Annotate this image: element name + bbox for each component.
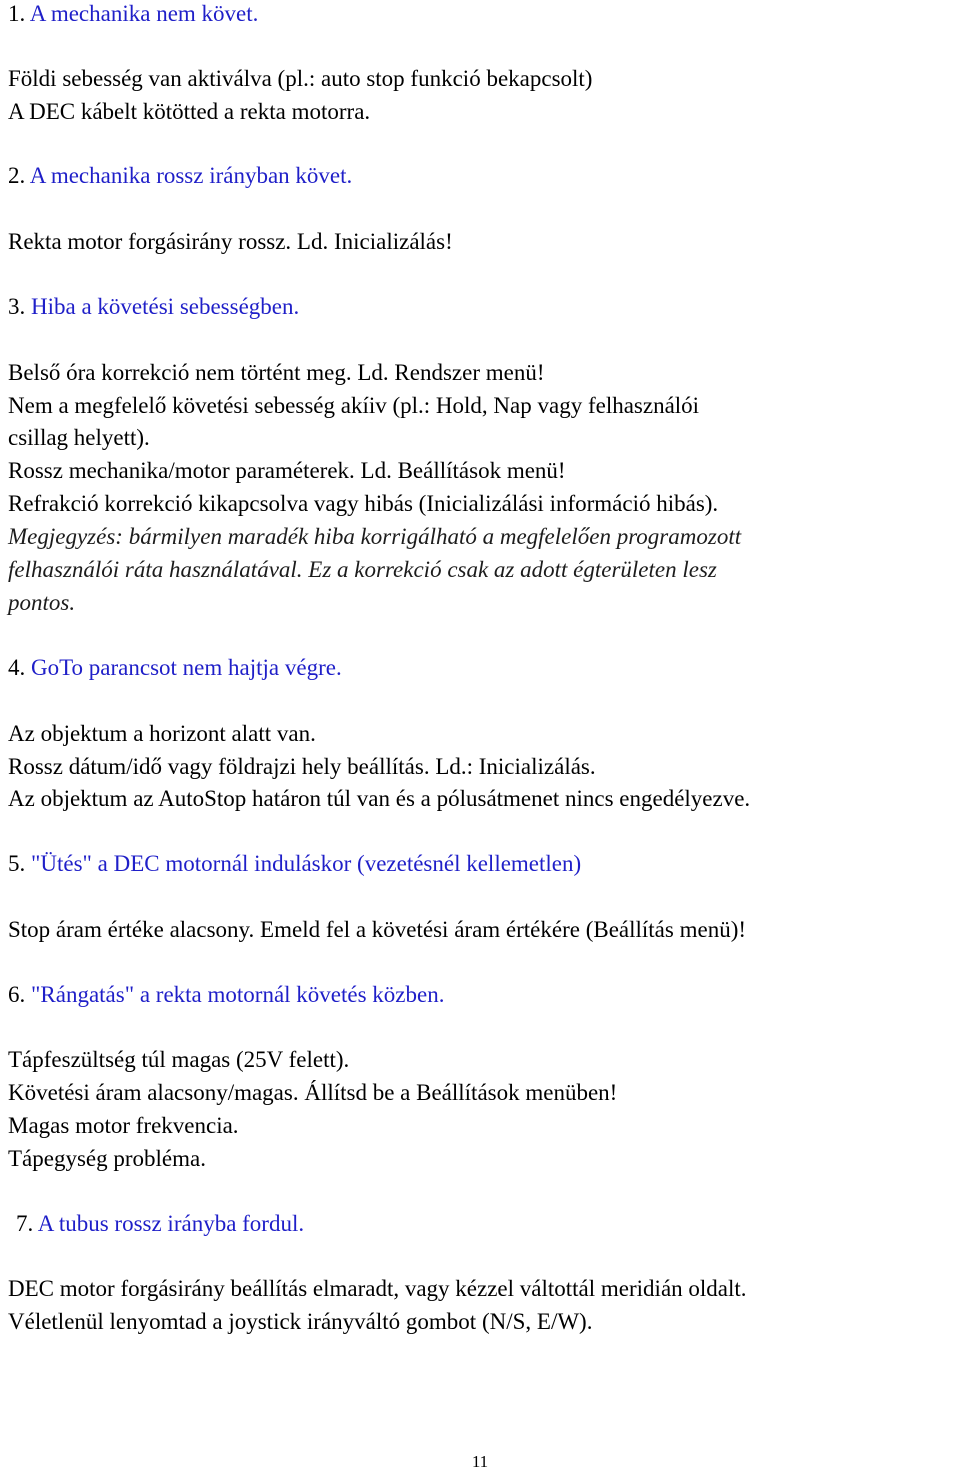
text-line: DEC motor forgásirány beállítás elmaradt, vagy kézzel váltottál meridián oldalt. <box>8 1276 747 1301</box>
heading-4 <box>8 654 342 682</box>
heading-4-number: 4. <box>8 655 31 680</box>
text-line: Az objektum az AutoStop határon túl van és a pólusátmenet nincs engedélyezve. <box>8 786 751 811</box>
text-line: Az objektum a horizont alatt van. <box>8 721 316 746</box>
heading-5-title: "Ütés" a DEC motornál induláskor (vezetésnél kellemetlen) <box>31 851 582 876</box>
text-line: Belső óra korrekció nem történt meg. Ld. Rendszer menü! <box>8 360 545 385</box>
heading-7 <box>16 1210 304 1238</box>
note-line: Megjegyzés: bármilyen maradék hiba korrigálható a megfelelően programozott <box>8 524 742 549</box>
text-line: Tápegység probléma. <box>8 1146 206 1171</box>
heading-6-number: 6. <box>8 982 31 1007</box>
heading-2 <box>8 162 352 190</box>
text-line: Refrakció korrekció kikapcsolva vagy hibás (Inicializálási információ hibás). <box>8 491 719 516</box>
note-line: pontos. <box>8 590 76 615</box>
heading-2-number: 2. <box>8 163 30 188</box>
text-line: Tápfeszültség túl magas (25V felett). <box>8 1047 350 1072</box>
heading-3 <box>8 293 299 321</box>
heading-5-number: 5. <box>8 851 31 876</box>
heading-1-title: A mechanika nem követ. <box>29 1 259 26</box>
text-line: Magas motor frekvencia. <box>8 1113 239 1138</box>
heading-5 <box>8 850 581 878</box>
note-line: felhasználói ráta használatával. Ez a korrekció csak az adott égterületen lesz <box>8 557 717 582</box>
text-line: Rekta motor forgásirány rossz. Ld. Inicializálás! <box>8 229 453 254</box>
text-line: Nem a megfelelő követési sebesség akíiv (pl.: Hold, Nap vagy felhasználói <box>8 393 700 418</box>
heading-7-title: A tubus rossz irányba fordul. <box>37 1211 305 1236</box>
text-line: csillag helyett). <box>8 425 150 450</box>
text-line: Stop áram értéke alacsony. Emeld fel a követési áram értékére (Beállítás menü)! <box>8 917 747 942</box>
heading-3-number: 3. <box>8 294 31 319</box>
text-line: Véletlenül lenyomtad a joystick irányváltó gombot (N/S, E/W). <box>8 1309 593 1334</box>
text-line: Földi sebesség van aktiválva (pl.: auto stop funkció bekapcsolt) <box>8 66 593 91</box>
heading-6 <box>8 981 444 1009</box>
heading-1-number: 1. <box>8 1 30 26</box>
heading-6-title: "Rángatás" a rekta motornál követés közben. <box>31 982 445 1007</box>
heading-3-title: Hiba a követési sebességben. <box>31 294 300 319</box>
heading-1 <box>8 0 258 28</box>
heading-2-title: A mechanika rossz irányban követ. <box>29 163 353 188</box>
heading-4-title: GoTo parancsot nem hajtja végre. <box>31 655 342 680</box>
text-line: A DEC kábelt kötötted a rekta motorra. <box>8 99 371 124</box>
heading-7-number: 7. <box>16 1211 38 1236</box>
text-line: Rossz dátum/idő vagy földrajzi hely beállítás. Ld.: Inicializálás. <box>8 754 596 779</box>
text-line: Rossz mechanika/motor paraméterek. Ld. Beállítások menü! <box>8 458 566 483</box>
page-number: 11 <box>471 1452 489 1471</box>
text-line: Követési áram alacsony/magas. Állítsd be a Beállítások menüben! <box>8 1080 618 1105</box>
